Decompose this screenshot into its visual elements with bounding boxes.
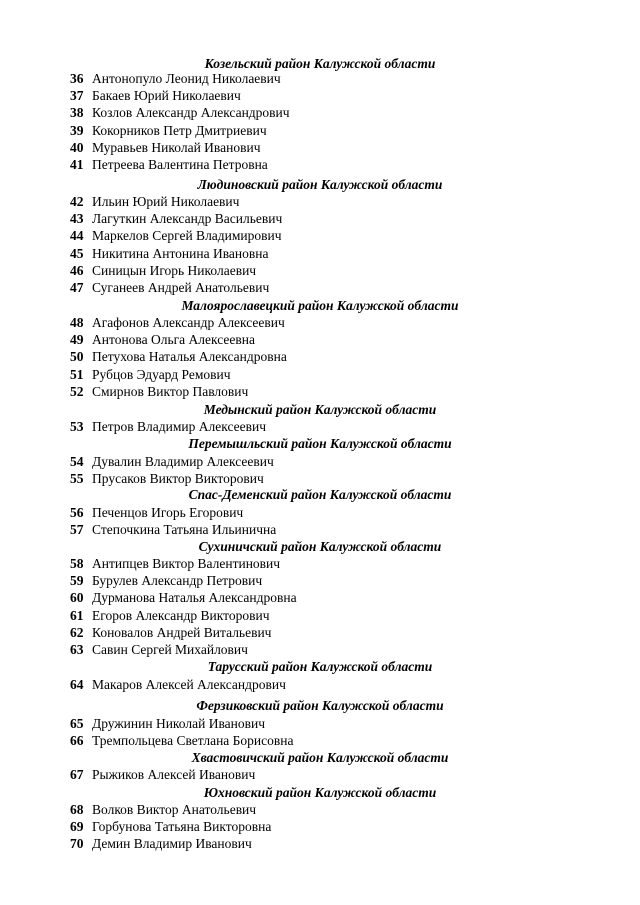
section-heading: Сухиничский район Калужской области (198, 539, 442, 554)
entry-number: 43 (70, 211, 84, 227)
section-heading: Хвастовичский район Калужской области (191, 750, 449, 765)
list-item (70, 766, 255, 783)
section-heading: Медынский район Калужской области (203, 402, 437, 417)
list-item (70, 555, 280, 572)
list-item (70, 732, 293, 749)
list-item (70, 801, 256, 818)
section-heading: Людиновский район Калужской области (197, 177, 443, 192)
list-item (70, 715, 265, 732)
person-name: Тремпольцева Светлана Борисовна (92, 733, 294, 749)
person-name: Егоров Александр Викторович (92, 607, 270, 623)
entry-number: 60 (70, 590, 84, 606)
person-name: Муравьев Николай Иванович (92, 139, 261, 155)
person-name: Антонопуло Леонид Николаевич (92, 71, 281, 86)
person-name: Рыжиков Алексей Иванович (92, 767, 256, 782)
entry-number: 48 (70, 315, 84, 330)
person-name: Демин Владимир Иванович (92, 836, 252, 852)
list-item (70, 418, 266, 435)
entry-number: 36 (70, 71, 84, 86)
list-item (70, 624, 271, 641)
person-name: Козлов Александр Александрович (92, 105, 290, 121)
entry-number: 70 (70, 836, 84, 852)
person-name: Савин Сергей Михайлович (92, 642, 248, 657)
person-name: Печенцов Игорь Егорович (92, 505, 244, 520)
person-name: Коновалов Андрей Витальевич (92, 624, 272, 640)
list-item (70, 262, 256, 279)
person-name: Антипцев Виктор Валентинович (92, 556, 281, 571)
list-item (70, 87, 241, 104)
section-heading: Козельский район Калужской области (204, 56, 436, 71)
entry-number: 49 (70, 332, 84, 348)
list-item (70, 314, 285, 331)
section-heading: Малоярославецкий район Калужской области (181, 298, 459, 313)
person-name: Лагуткин Александр Васильевич (92, 211, 283, 227)
entry-number: 46 (70, 262, 84, 278)
list-item (70, 227, 282, 244)
person-name: Суганеев Андрей Анатольевич (92, 280, 270, 295)
entry-number: 54 (70, 454, 84, 469)
person-name: Бурулев Александр Петрович (92, 573, 263, 589)
entry-number: 39 (70, 122, 84, 138)
section-heading: Ферзиковский район Калужской области (196, 698, 444, 713)
list-item (70, 366, 231, 383)
list-item (70, 572, 262, 589)
entry-number: 58 (70, 556, 84, 571)
list-item (70, 589, 297, 606)
entry-number: 45 (70, 245, 84, 261)
person-name: Синицын Игорь Николаевич (92, 262, 257, 278)
entry-number: 50 (70, 349, 84, 365)
list-item (70, 348, 287, 365)
list-item (70, 139, 260, 156)
person-name: Макаров Алексей Александрович (92, 677, 286, 692)
entry-number: 69 (70, 819, 84, 835)
entry-number: 37 (70, 88, 84, 104)
section-heading: Тарусский район Калужской области (207, 659, 433, 674)
entry-number: 64 (70, 677, 84, 692)
entry-number: 38 (70, 105, 84, 121)
entry-number: 44 (70, 228, 84, 244)
list-item (70, 835, 252, 852)
list-item (70, 607, 269, 624)
entry-number: 51 (70, 366, 84, 382)
entry-number: 47 (70, 280, 84, 295)
entry-number: 57 (70, 522, 84, 538)
section-heading: Спас-Деменский район Калужской области (188, 487, 452, 502)
list-item (70, 383, 248, 400)
entry-number: 40 (70, 139, 84, 155)
entry-number: 41 (70, 157, 84, 172)
person-name: Ильин Юрий Николаевич (92, 194, 240, 209)
list-item (70, 818, 271, 835)
list-item (70, 331, 255, 348)
person-name: Никитина Антонина Ивановна (92, 245, 269, 261)
person-name: Петухова Наталья Александровна (92, 349, 287, 365)
list-item (70, 156, 268, 173)
list-item (70, 193, 239, 210)
list-item (70, 245, 268, 262)
person-name: Петреева Валентина Петровна (92, 157, 268, 172)
list-item (70, 104, 290, 121)
entry-number: 55 (70, 471, 84, 487)
entry-number: 63 (70, 642, 84, 657)
list-item (70, 210, 282, 227)
person-name: Дурманова Наталья Александровна (92, 590, 297, 606)
entry-number: 59 (70, 573, 84, 589)
entry-number: 61 (70, 607, 84, 623)
list-item (70, 521, 276, 538)
list-item (70, 641, 248, 658)
person-name: Прусаков Виктор Викторович (92, 471, 264, 487)
entry-number: 53 (70, 419, 84, 434)
list-item (70, 70, 281, 87)
section-heading: Перемышльский район Калужской области (188, 436, 452, 451)
entry-number: 68 (70, 802, 84, 817)
list-item (70, 453, 274, 470)
entry-number: 65 (70, 716, 84, 731)
list-item (70, 122, 267, 139)
list-item (70, 470, 264, 487)
list-item (70, 279, 269, 296)
person-name: Маркелов Сергей Владимирович (92, 228, 282, 244)
person-name: Смирнов Виктор Павлович (92, 383, 249, 399)
person-name: Волков Виктор Анатольевич (92, 802, 257, 817)
person-name: Дружинин Николай Иванович (92, 716, 266, 731)
person-name: Бакаев Юрий Николаевич (92, 88, 241, 104)
entry-number: 62 (70, 624, 84, 640)
section-heading: Юхновский район Калужской области (203, 785, 437, 800)
entry-number: 66 (70, 733, 84, 749)
entry-number: 56 (70, 505, 84, 520)
person-name: Дувалин Владимир Алексеевич (92, 454, 274, 469)
person-name: Кокорников Петр Дмитриевич (92, 122, 267, 138)
person-name: Агафонов Александр Алексеевич (92, 315, 285, 330)
list-item (70, 504, 243, 521)
entry-number: 42 (70, 194, 84, 209)
person-name: Петров Владимир Алексеевич (92, 419, 267, 434)
person-name: Рубцов Эдуард Ремович (92, 366, 231, 382)
person-name: Антонова Ольга Алексеевна (92, 332, 255, 348)
entry-number: 52 (70, 383, 84, 399)
entry-number: 67 (70, 767, 84, 782)
list-item (70, 676, 286, 693)
person-name: Горбунова Татьяна Викторовна (92, 819, 272, 835)
person-name: Степочкина Татьяна Ильинична (92, 522, 277, 538)
